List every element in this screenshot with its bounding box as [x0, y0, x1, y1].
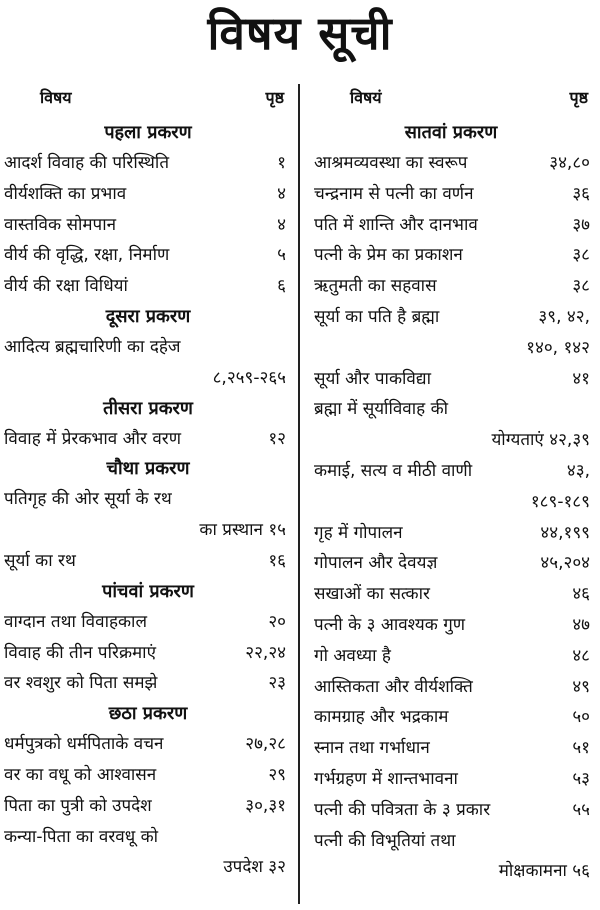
entry-page-number: ४३,	[566, 460, 590, 481]
toc-entry	[0, 210, 296, 241]
entry-topic: ब्रह्मा में सूर्याविवाह की	[314, 399, 449, 420]
toc-entry	[302, 425, 600, 456]
entry-topic: स्नान तथा गर्भाधान	[314, 738, 430, 759]
entry-page-number: ४	[277, 214, 286, 235]
toc-entry	[302, 179, 600, 210]
entry-topic: वीर्यशक्ति का प्रभाव	[4, 183, 127, 204]
entry-page-number: १	[277, 153, 286, 173]
entry-topic: पति में शान्ति और दानभाव	[314, 214, 478, 235]
right-column-header	[302, 80, 600, 118]
entry-page-number: ४१	[572, 368, 590, 389]
entry-page-number: १४०, १४२	[526, 337, 590, 358]
topic-heading: विषयं	[350, 88, 382, 107]
entry-page-number: का प्रस्थान १५	[199, 520, 286, 541]
section-heading: पांचवां प्रकरण	[102, 580, 194, 602]
page-title: विषय सूची	[207, 6, 393, 60]
section-heading: सातवां प्रकरण	[404, 122, 498, 143]
entry-page-number: २०	[268, 611, 286, 632]
toc-entry	[302, 856, 600, 887]
entry-topic: धर्मपुत्रको धर्मपिताके वचन	[4, 734, 164, 755]
entry-page-number: ४६	[572, 584, 590, 605]
toc-entry	[0, 852, 296, 883]
right-entry-list	[302, 118, 600, 887]
left-column	[0, 80, 296, 883]
toc-entry	[302, 579, 600, 610]
toc-entry	[302, 610, 600, 641]
toc-entry	[302, 672, 600, 703]
toc-entry	[0, 271, 296, 302]
entry-topic: आदर्श विवाह की परिस्थिति	[4, 153, 170, 173]
toc-entry	[302, 826, 600, 857]
entry-topic: कन्या-पिता का वरवधू को	[4, 826, 159, 847]
toc-entry	[0, 607, 296, 638]
toc-entry	[0, 638, 296, 669]
entry-page-number: ५५	[572, 799, 590, 820]
toc-entry	[0, 822, 296, 853]
toc-entry	[302, 271, 600, 302]
toc-entry	[0, 424, 296, 455]
entry-page-number: १८९-१८९	[530, 491, 590, 512]
toc-entry	[302, 487, 600, 518]
entry-topic: गृह में गोपालन	[314, 522, 403, 543]
entry-page-number: मोक्षकामना ५६	[498, 861, 590, 882]
entry-topic: आस्तिकता और वीर्यशक्ति	[314, 676, 473, 697]
toc-entry	[302, 364, 600, 395]
page-heading: पृष्ठ	[265, 88, 284, 107]
toc-entry	[0, 515, 296, 546]
entry-topic: सूर्या और पाकविद्या	[314, 368, 431, 389]
entry-topic: पत्नी की विभूतियां तथा	[314, 830, 456, 851]
entry-topic: पिता का पुत्री को उपदेश	[4, 795, 152, 816]
toc-entry	[302, 240, 600, 271]
entry-topic: गोपालन और देवयज्ञ	[314, 553, 438, 574]
right-column	[302, 80, 600, 887]
entry-topic: विवाह में प्रेरकभाव और वरण	[4, 428, 182, 449]
entry-topic: वीर्य की रक्षा विधियां	[4, 276, 128, 297]
entry-page-number: ४८	[572, 645, 590, 666]
entry-page-number: ३६	[572, 183, 590, 204]
toc-entry	[302, 210, 600, 241]
entry-topic: वर श्वशुर को पिता समझे	[4, 673, 158, 694]
entry-page-number: २२,२४	[245, 642, 286, 663]
toc-entry	[0, 546, 296, 577]
entry-topic: सूर्या का पति है ब्रह्मा	[314, 306, 440, 327]
entry-page-number: ४९	[572, 676, 590, 697]
entry-topic: ऋतुमती का सहवास	[314, 276, 437, 297]
entry-page-number: २७,२८	[245, 734, 286, 755]
entry-page-number: ३७	[572, 214, 590, 235]
toc-entry	[0, 668, 296, 699]
left-column-header	[0, 80, 296, 118]
column-divider	[298, 84, 300, 904]
toc-entry	[0, 760, 296, 791]
entry-topic: गर्भग्रहण में शान्तभावना	[314, 768, 458, 789]
toc-entry	[0, 179, 296, 210]
section-heading: चौथा प्रकरण	[106, 458, 190, 480]
entry-page-number: १६	[268, 550, 286, 571]
toc-entry	[302, 518, 600, 549]
toc-entry	[302, 148, 600, 179]
entry-topic: कामग्राह और भद्रकाम	[314, 707, 449, 728]
entry-page-number: ८,२५९-२६५	[212, 367, 286, 388]
toc-entry	[302, 764, 600, 795]
toc-entry	[302, 641, 600, 672]
entry-topic: पतिगृह की ओर सूर्या के रथ	[4, 489, 172, 510]
toc-entry	[302, 394, 600, 425]
entry-page-number: ४४,१९९	[540, 522, 590, 543]
entry-topic: चन्द्रनाम से पत्नी का वर्णन	[314, 183, 474, 204]
entry-page-number: ३४,८०	[549, 153, 590, 173]
entry-page-number: २३	[268, 673, 286, 694]
entry-page-number: ५१	[572, 738, 590, 759]
entry-page-number: ५३	[572, 768, 590, 789]
entry-page-number: ४५,२०४	[540, 553, 590, 574]
entry-topic: वाग्दान तथा विवाहकाल	[4, 611, 147, 632]
section-heading: दूसरा प्रकरण	[105, 305, 191, 327]
entry-page-number: ३८	[572, 276, 590, 297]
toc-entry	[302, 302, 600, 333]
entry-topic: पत्नी की पवित्रता के ३ प्रकार	[314, 799, 491, 820]
toc-entry	[0, 791, 296, 822]
toc-entry	[302, 456, 600, 487]
entry-topic: आश्रमव्यवस्था का स्वरूप	[314, 153, 468, 173]
entry-page-number: १२	[268, 428, 286, 449]
toc-entry	[302, 548, 600, 579]
entry-page-number: ३९, ४२,	[538, 306, 590, 327]
page-heading: पृष्ठ	[569, 88, 588, 107]
entry-topic: पत्नी के ३ आवश्यक गुण	[314, 614, 466, 635]
toc-entry	[0, 484, 296, 515]
entry-topic: गो अवध्या है	[314, 645, 391, 666]
entry-page-number: ४७	[572, 614, 590, 635]
entry-page-number: ३८	[572, 245, 590, 266]
section-heading: छठा प्रकरण	[108, 703, 188, 725]
toc-entry	[0, 240, 296, 271]
entry-page-number: ५	[277, 245, 286, 266]
entry-topic: वास्तविक सोमपान	[4, 214, 117, 235]
entry-page-number: उपदेश ३२	[223, 857, 286, 878]
topic-heading: विषय	[40, 88, 72, 107]
toc-entry	[0, 332, 296, 363]
entry-page-number: ४	[277, 183, 286, 204]
toc-entry	[302, 333, 600, 364]
toc-entry	[0, 729, 296, 760]
section-heading: पहला प्रकरण	[104, 122, 192, 143]
entry-topic: पत्नी के प्रेम का प्रकाशन	[314, 245, 463, 266]
entry-topic: कमाई, सत्य व मीठी वाणी	[314, 460, 473, 481]
entry-topic: आदित्य ब्रह्मचारिणी का दहेज	[4, 336, 181, 357]
entry-page-number: योग्यताएं ४२,३९	[491, 430, 590, 451]
entry-page-number: ६	[277, 276, 286, 297]
entry-topic: वीर्य की वृद्धि, रक्षा, निर्माण	[4, 245, 170, 266]
toc-entry	[302, 733, 600, 764]
entry-page-number: २९	[268, 764, 286, 785]
toc-entry	[0, 148, 296, 179]
entry-topic: सूर्या का रथ	[4, 550, 76, 571]
left-entry-list	[0, 118, 296, 883]
entry-topic: वर का वधू को आश्वासन	[4, 764, 157, 785]
section-heading: तीसरा प्रकरण	[103, 397, 193, 419]
entry-page-number: ५०	[572, 707, 590, 728]
entry-topic: सखाओं का सत्कार	[314, 584, 430, 605]
entry-topic: विवाह की तीन परिक्रमाएं	[4, 642, 156, 663]
toc-entry	[0, 363, 296, 394]
toc-entry	[302, 702, 600, 733]
toc-entry	[302, 795, 600, 826]
entry-page-number: ३०,३१	[245, 795, 286, 816]
